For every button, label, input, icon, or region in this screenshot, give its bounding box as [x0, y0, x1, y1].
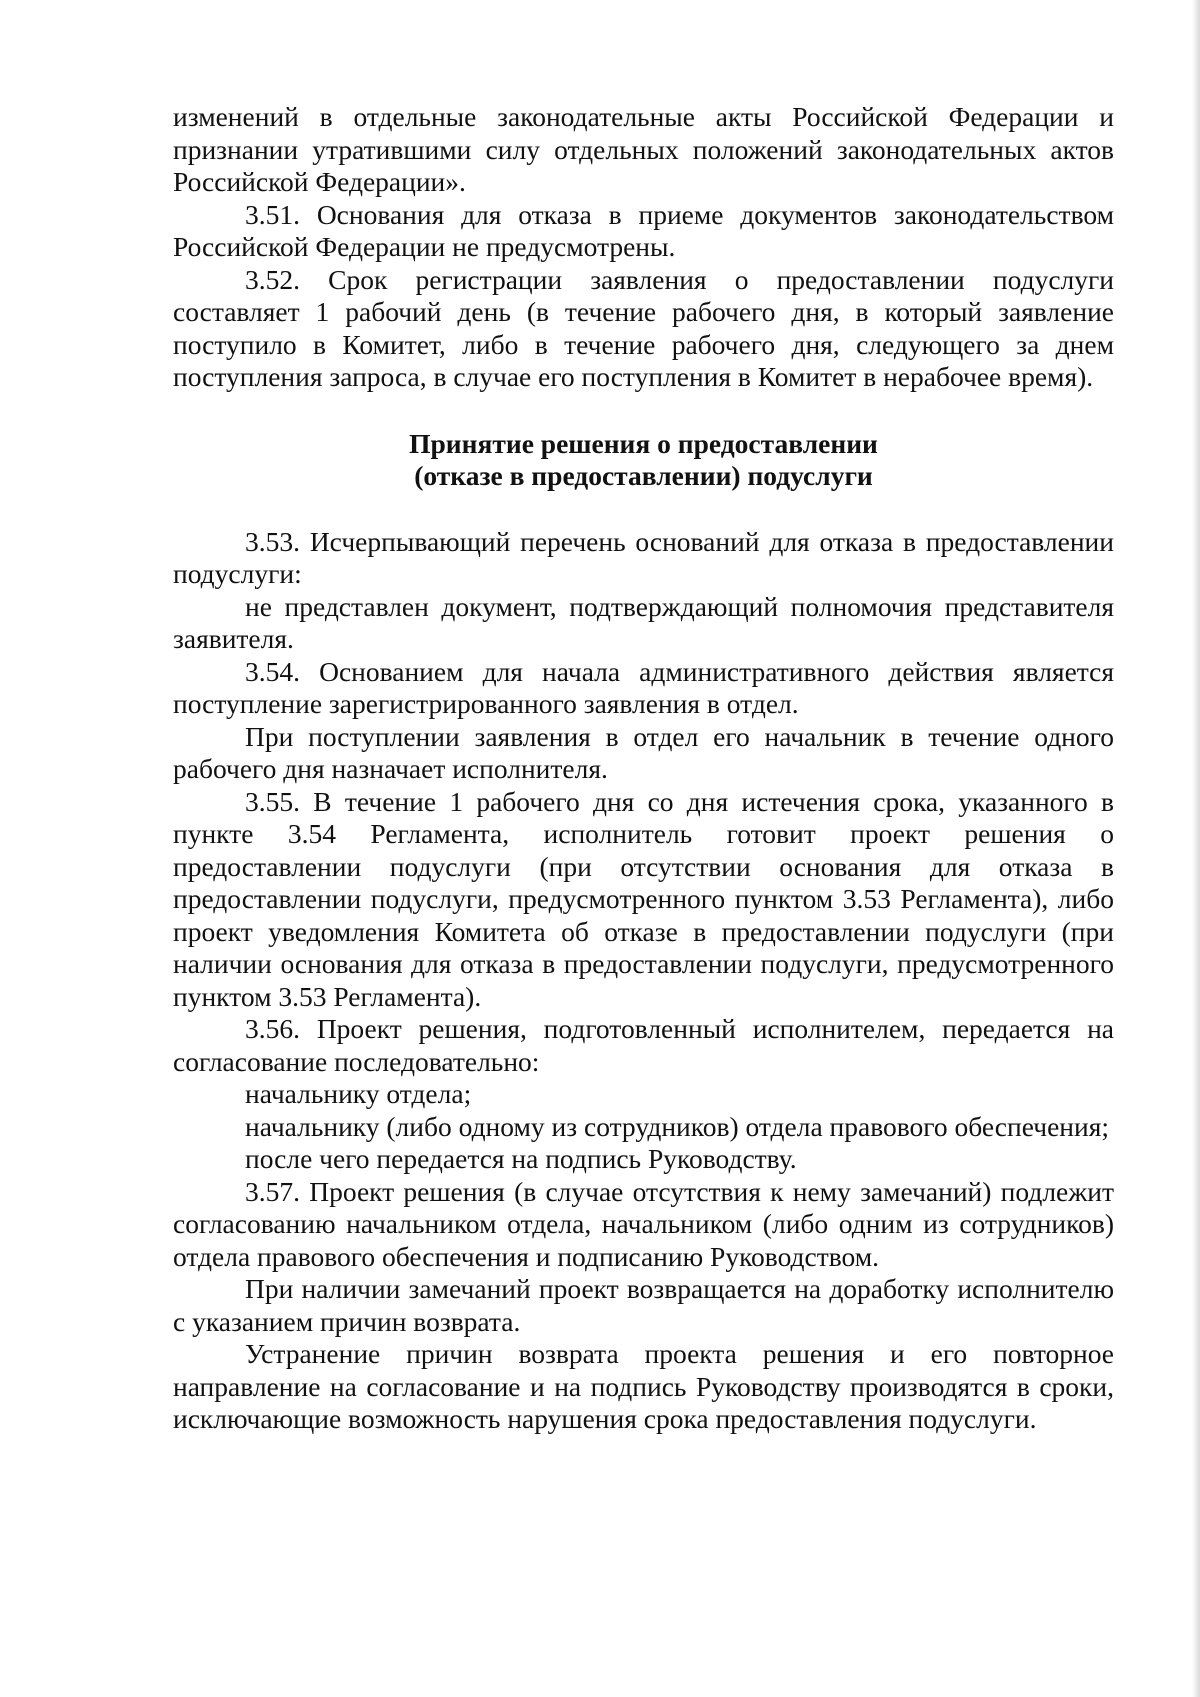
paragraph-continuation: изменений в отдельные законодательные акты Российской Федерации и признании утратившими силу отдельных положений законодательных актов Российской Федерации».	[173, 101, 1114, 197]
section-heading-line-2: (отказе в предоставлении) подуслуги	[414, 460, 873, 491]
page-edge-shadow	[1192, 0, 1200, 1697]
paragraph-3-55: 3.55. В течение 1 рабочего дня со дня истечения срока, указанного в пункте 3.54 Регламента, исполнитель готовит проект решения о предоставлении подуслуги (при отсутствии основания для отказа в предоставлении подуслуги, предусмотренного пунктом 3.53 Регламента), либо проект уведомления Комитета об отказе в предоставлении подуслуги (при наличии основания для отказа в предоставлении подуслуги, предусмотренного пунктом 3.53 Регламента).	[173, 785, 1114, 1012]
paragraph-3-56: 3.56. Проект решения, подготовленный исполнителем, передается на согласование последовательно:	[173, 1013, 1114, 1077]
paragraph-3-57-continued: При наличии замечаний проект возвращается на доработку исполнителю с указанием причин возврата.	[173, 1273, 1114, 1337]
paragraph-3-51: 3.51. Основания для отказа в приеме документов законодательством Российской Федерации не предусмотрены.	[173, 198, 1114, 262]
paragraph-3-56-item-2: начальнику (либо одному из сотрудников) отдела правового обеспечения;	[245, 1110, 1109, 1142]
paragraph-3-54: 3.54. Основанием для начала административного действия является поступление зарегистрированного заявления в отдел.	[173, 655, 1114, 719]
paragraph-3-54-continued: При поступлении заявления в отдел его начальник в течение одного рабочего дня назначает исполнителя.	[173, 720, 1114, 784]
paragraph-3-57: 3.57. Проект решения (в случае отсутствия к нему замечаний) подлежит согласованию начальником отдела, начальником (либо одним из сотрудников) отдела правового обеспечения и подписанию Руководством.	[173, 1175, 1114, 1272]
document-page	[173, 101, 1114, 1436]
paragraph-3-52: 3.52. Срок регистрации заявления о предоставлении подуслуги составляет 1 рабочий день (в течение рабочего дня, в который заявление поступило в Комитет, либо в течение рабочего дня, следующего за днем поступления запроса, в случае его поступления в Комитет в нерабочее время).	[173, 263, 1114, 392]
paragraph-3-53-item: не представлен документ, подтверждающий полномочия представителя заявителя.	[173, 590, 1114, 654]
paragraph-3-56-item-3: после чего передается на подпись Руководству.	[245, 1143, 797, 1174]
section-heading	[173, 428, 1114, 493]
paragraph-3-57-final: Устранение причин возврата проекта решения и его повторное направление на согласование и на подпись Руководству производятся в сроки, исключающие возможность нарушения срока предоставления подуслуги.	[173, 1338, 1114, 1434]
paragraph-3-53: 3.53. Исчерпывающий перечень оснований для отказа в предоставлении подуслуги:	[173, 525, 1114, 589]
paragraph-3-56-item-1: начальнику отдела;	[245, 1078, 472, 1109]
section-heading-line-1: Принятие решения о предоставлении	[409, 427, 878, 459]
